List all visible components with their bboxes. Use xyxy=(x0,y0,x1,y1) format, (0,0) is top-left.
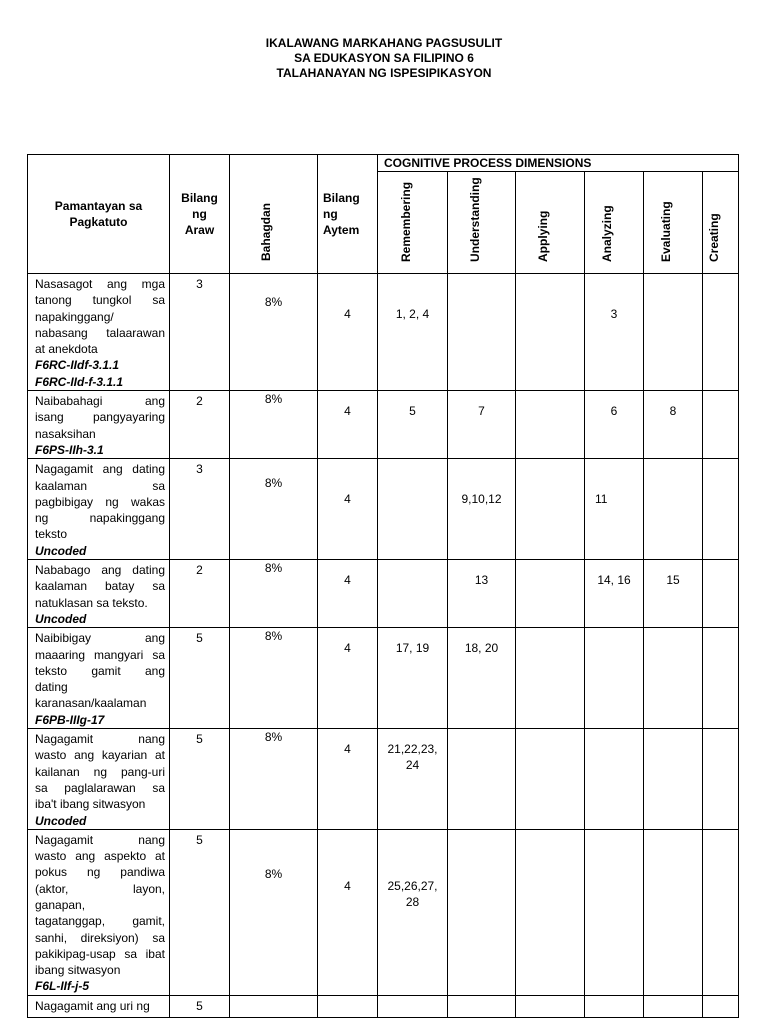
cpd-cell-analyzing xyxy=(585,995,644,1017)
cpd-cell-analyzing: 3 xyxy=(585,274,644,391)
cpd-cell-creating xyxy=(703,628,739,729)
competency-line: ganapan, xyxy=(35,897,86,912)
percent-cell: 8% xyxy=(230,391,318,459)
items-cell xyxy=(318,995,378,1017)
competency-cell xyxy=(28,459,170,560)
header-percent xyxy=(230,155,318,274)
header-understanding xyxy=(448,172,516,274)
competency-cell xyxy=(28,391,170,459)
title-line-2: SA EDUKASYON SA FILIPINO 6 xyxy=(294,51,474,65)
competency-code: F6RC-IIdf-3.1.1 xyxy=(35,358,120,373)
cpd-cell-understanding xyxy=(448,995,516,1017)
percent-cell: 8% xyxy=(230,829,318,995)
header-applying-label: Applying xyxy=(536,210,550,262)
competency-line: ng napakinggang xyxy=(35,511,165,526)
competency-text xyxy=(35,461,165,542)
competency-text xyxy=(35,832,165,979)
cpd-cell-applying xyxy=(516,274,585,391)
cpd-cell-remembering: 17, 19 xyxy=(378,628,448,729)
competency-line: teksto gamit ang xyxy=(35,663,165,678)
cpd-cell-remembering: 25,26,27, 28 xyxy=(378,829,448,995)
cpd-cell-remembering: 1, 2, 4 xyxy=(378,274,448,391)
competency-code: F6L-IIf-j-5 xyxy=(35,979,89,994)
cpd-cell-evaluating xyxy=(644,729,703,830)
cpd-cell-evaluating xyxy=(644,274,703,391)
items-cell: 4 xyxy=(318,274,378,391)
items-cell: 4 xyxy=(318,829,378,995)
competency-line: sanhi, direksiyon) sa xyxy=(35,930,165,945)
header-items: Bilang ng Aytem xyxy=(318,155,378,274)
header-evaluating-label: Evaluating xyxy=(659,201,673,262)
header-creating xyxy=(703,172,739,274)
cpd-cell-applying xyxy=(516,391,585,459)
header-days: Bilang ng Araw xyxy=(170,155,230,274)
competency-line: pokus ng pandiwa xyxy=(35,865,165,880)
table-row xyxy=(28,729,739,830)
cpd-cell-analyzing xyxy=(585,628,644,729)
competency-line: kaalaman batay sa xyxy=(35,579,165,594)
cpd-cell-remembering: 5 xyxy=(378,391,448,459)
days-cell: 2 xyxy=(170,560,230,628)
competency-text xyxy=(35,562,165,611)
table-row xyxy=(28,829,739,995)
competency-line: isang pangyayaring xyxy=(35,410,165,425)
competency-code: F6PS-IIh-3.1 xyxy=(35,442,104,457)
competency-line: Nagagamit nang xyxy=(35,832,165,847)
table-row xyxy=(28,459,739,560)
header-cognitive-dimensions: COGNITIVE PROCESS DIMENSIONS xyxy=(378,155,739,172)
items-cell: 4 xyxy=(318,729,378,830)
days-cell: 5 xyxy=(170,829,230,995)
competency-text xyxy=(35,731,165,812)
header-remembering xyxy=(378,172,448,274)
document-title xyxy=(0,36,768,81)
percent-cell: 8% xyxy=(230,274,318,391)
items-cell: 4 xyxy=(318,628,378,729)
cpd-cell-analyzing xyxy=(585,729,644,830)
cpd-cell-remembering: 21,22,23, 24 xyxy=(378,729,448,830)
header-competency: Pamantayan sa Pagkatuto xyxy=(28,155,170,274)
header-remembering-label: Remembering xyxy=(398,181,413,262)
competency-line: dating xyxy=(35,680,68,695)
items-cell: 4 xyxy=(318,560,378,628)
competency-code: F6PB-IIIg-17 xyxy=(35,712,105,727)
cpd-cell-applying xyxy=(516,560,585,628)
cpd-cell-understanding: 13 xyxy=(448,560,516,628)
cpd-cell-evaluating xyxy=(644,829,703,995)
days-cell: 3 xyxy=(170,459,230,560)
cpd-cell-creating xyxy=(703,729,739,830)
competency-cell xyxy=(28,274,170,391)
days-cell: 2 xyxy=(170,391,230,459)
items-cell: 4 xyxy=(318,391,378,459)
header-creating-label: Creating xyxy=(706,213,721,262)
table-row xyxy=(28,274,739,391)
competency-line: natuklasan sa teksto. xyxy=(35,595,148,610)
competency-line: at anekdota xyxy=(35,342,98,357)
cpd-cell-evaluating xyxy=(644,995,703,1017)
percent-cell: 8% xyxy=(230,729,318,830)
cpd-cell-applying xyxy=(516,628,585,729)
days-cell: 3 xyxy=(170,274,230,391)
table-row xyxy=(28,391,739,459)
competency-line: tanong tungkol sa xyxy=(35,293,165,308)
cpd-cell-remembering xyxy=(378,459,448,560)
cpd-cell-remembering xyxy=(378,560,448,628)
header-understanding-label: Understanding xyxy=(467,177,482,262)
cpd-cell-applying xyxy=(516,829,585,995)
percent-cell: 8% xyxy=(230,459,318,560)
cpd-cell-analyzing xyxy=(585,829,644,995)
cpd-cell-understanding: 9,10,12 xyxy=(448,459,516,560)
cpd-cell-understanding: 18, 20 xyxy=(448,628,516,729)
days-cell: 5 xyxy=(170,729,230,830)
competency-line: nasaksihan xyxy=(35,426,96,441)
cpd-cell-understanding: 7 xyxy=(448,391,516,459)
competency-text xyxy=(35,998,165,1014)
competency-line: Naibabahagi ang xyxy=(35,394,165,409)
cpd-cell-creating xyxy=(703,560,739,628)
competency-code: Uncoded xyxy=(35,611,87,626)
cpd-cell-analyzing: 11 xyxy=(585,459,644,560)
competency-line: Nasasagot ang mga xyxy=(35,277,165,291)
cpd-cell-evaluating xyxy=(644,459,703,560)
competency-cell xyxy=(28,729,170,830)
competency-line: nabasang talaarawan xyxy=(35,325,165,340)
competency-code: Uncoded xyxy=(35,813,87,828)
competency-line: tagatanggap, gamit, xyxy=(35,914,165,929)
header-analyzing-label: Analyzing xyxy=(600,205,614,262)
competency-line: pagbibigay ng wakas xyxy=(35,494,165,509)
competency-line: ibang sitwasyon xyxy=(35,963,121,978)
table-row xyxy=(28,628,739,729)
competency-line: maaaring mangyari sa xyxy=(35,647,165,662)
header-percent-label: Bahagdan xyxy=(258,202,273,261)
competency-line: Nagagamit ang uri ng xyxy=(35,998,150,1013)
competency-cell xyxy=(28,560,170,628)
cpd-cell-applying xyxy=(516,729,585,830)
cpd-cell-creating xyxy=(703,829,739,995)
cpd-cell-remembering xyxy=(378,995,448,1017)
header-evaluating xyxy=(644,172,703,274)
competency-text xyxy=(35,276,165,357)
percent-cell xyxy=(230,995,318,1017)
competency-line: teksto xyxy=(35,527,68,542)
table-body xyxy=(28,274,739,1018)
competency-cell xyxy=(28,628,170,729)
competency-line: napakinggang/ xyxy=(35,309,114,324)
competency-text xyxy=(35,393,165,442)
table-row xyxy=(28,995,739,1017)
competency-line: kailanan ng pang-uri xyxy=(35,764,165,779)
header-applying xyxy=(516,172,585,274)
cpd-cell-analyzing: 6 xyxy=(585,391,644,459)
cpd-cell-analyzing: 14, 16 xyxy=(585,560,644,628)
competency-line: pakikipag-usap sa ibat xyxy=(35,946,165,961)
competency-line: wasto ang kayarian at xyxy=(35,748,165,763)
cpd-cell-creating xyxy=(703,995,739,1017)
percent-cell: 8% xyxy=(230,560,318,628)
competency-line: iba't ibang sitwasyon xyxy=(35,797,146,812)
header-analyzing xyxy=(585,172,644,274)
competency-text xyxy=(35,630,165,711)
competency-line: (aktor, layon, xyxy=(35,881,165,896)
competency-code: F6RC-IId-f-3.1.1 xyxy=(35,374,124,389)
cpd-cell-understanding xyxy=(448,729,516,830)
competency-line: Nababago ang dating xyxy=(35,563,165,578)
competency-cell xyxy=(28,995,170,1017)
table-row xyxy=(28,560,739,628)
percent-cell: 8% xyxy=(230,628,318,729)
competency-line: wasto ang aspekto at xyxy=(35,849,165,864)
cpd-cell-creating xyxy=(703,391,739,459)
items-cell: 4 xyxy=(318,459,378,560)
cpd-cell-evaluating: 15 xyxy=(644,560,703,628)
cpd-cell-evaluating xyxy=(644,628,703,729)
table-of-specifications xyxy=(27,154,739,1018)
competency-line: Nagagamit nang xyxy=(35,732,165,747)
cpd-cell-creating xyxy=(703,459,739,560)
competency-line: Nagagamit ang dating xyxy=(35,462,165,477)
competency-line: Naibibigay ang xyxy=(35,631,165,646)
days-cell: 5 xyxy=(170,995,230,1017)
cpd-cell-applying xyxy=(516,995,585,1017)
competency-line: kaalaman sa xyxy=(35,478,165,493)
cpd-cell-creating xyxy=(703,274,739,391)
days-cell: 5 xyxy=(170,628,230,729)
competency-line: karanasan/kaalaman xyxy=(35,696,147,711)
title-line-3: TALAHANAYAN NG ISPESIPIKASYON xyxy=(276,66,492,80)
competency-cell xyxy=(28,829,170,995)
competency-line: sa paglalarawan sa xyxy=(35,780,165,795)
title-line-1: IKALAWANG MARKAHANG PAGSUSULIT xyxy=(265,36,503,50)
cpd-cell-applying xyxy=(516,459,585,560)
competency-code: Uncoded xyxy=(35,543,87,558)
cpd-cell-understanding xyxy=(448,829,516,995)
cpd-cell-evaluating: 8 xyxy=(644,391,703,459)
cpd-cell-understanding xyxy=(448,274,516,391)
